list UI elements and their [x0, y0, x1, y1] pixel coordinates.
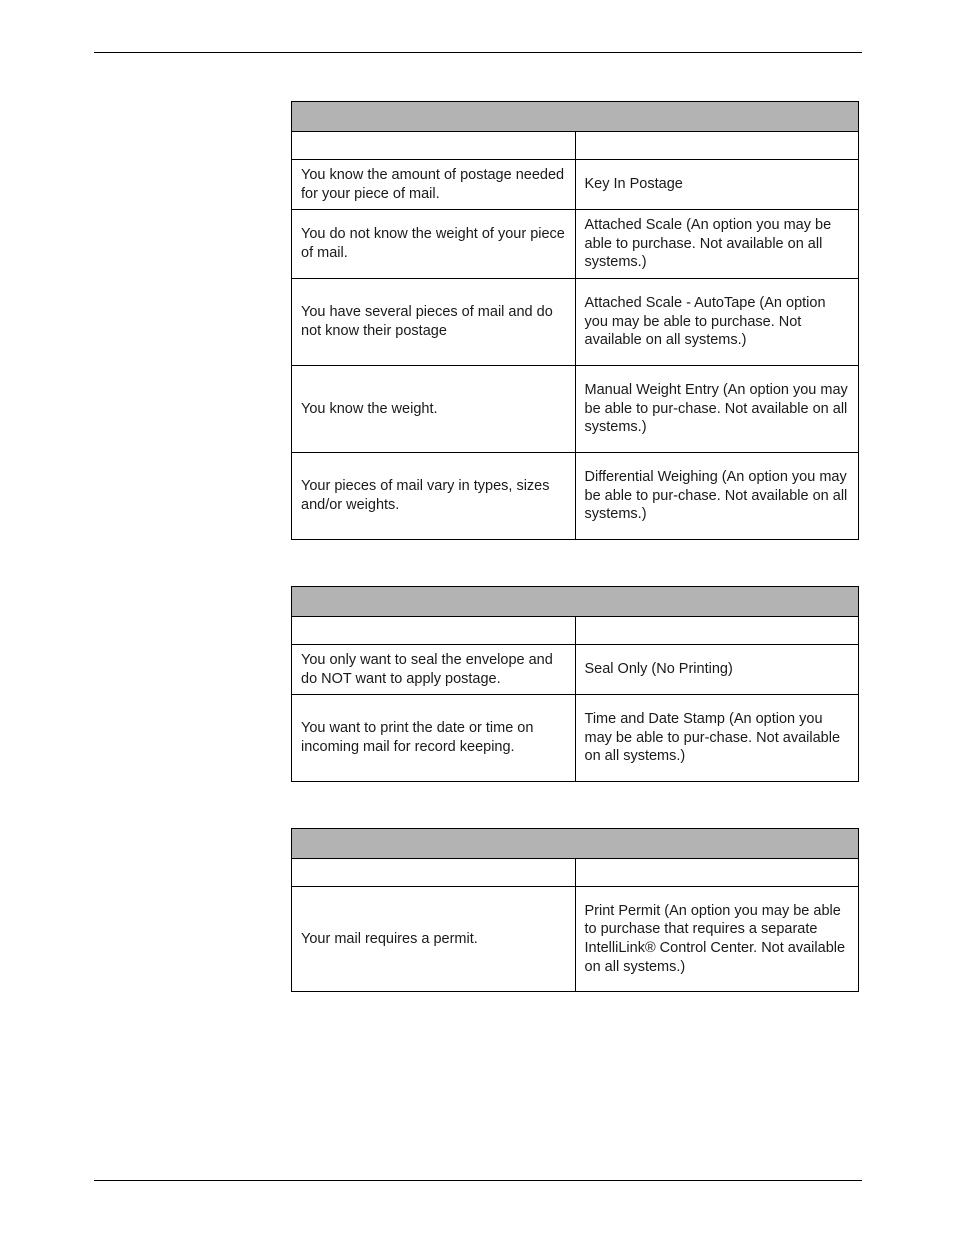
table-row [292, 453, 859, 540]
header-rule [94, 52, 862, 53]
permit-options-table [291, 828, 859, 992]
table-header-row [292, 587, 859, 617]
option-cell: Print Permit (An option you may be able to purchase that requires a separate IntelliLink® Control Center. Not available on all systems.) [575, 887, 859, 992]
column-header-row [292, 859, 859, 887]
condition-cell: Your mail requires a permit. [292, 887, 576, 992]
table-header-row [292, 829, 859, 859]
condition-cell: You have several pieces of mail and do not know their postage [292, 279, 576, 366]
option-cell: Time and Date Stamp (An option you may be able to pur-chase. Not available on all systems.) [575, 695, 859, 782]
option-cell: Manual Weight Entry (An option you may be able to pur-chase. Not available on all systems.) [575, 366, 859, 453]
table-row [292, 366, 859, 453]
sealing-options-table [291, 586, 859, 782]
condition-cell: You only want to seal the envelope and do NOT want to apply postage. [292, 645, 576, 695]
column-header-use [575, 132, 859, 160]
table-header [292, 102, 859, 132]
table-row [292, 279, 859, 366]
condition-cell: You do not know the weight of your piece of mail. [292, 210, 576, 279]
condition-cell: You want to print the date or time on incoming mail for record keeping. [292, 695, 576, 782]
column-header-if [292, 132, 576, 160]
column-header-row [292, 132, 859, 160]
column-header-row [292, 617, 859, 645]
condition-cell: You know the amount of postage needed for your piece of mail. [292, 160, 576, 210]
table-header [292, 829, 859, 859]
table-row [292, 645, 859, 695]
condition-cell: Your pieces of mail vary in types, sizes and/or weights. [292, 453, 576, 540]
column-header-use [575, 617, 859, 645]
table-header-row [292, 102, 859, 132]
postage-options-table [291, 101, 859, 540]
table-row [292, 210, 859, 279]
option-cell: Differential Weighing (An option you may be able to pur-chase. Not available on all systems.) [575, 453, 859, 540]
option-cell: Key In Postage [575, 160, 859, 210]
option-cell: Seal Only (No Printing) [575, 645, 859, 695]
condition-cell: You know the weight. [292, 366, 576, 453]
option-cell: Attached Scale - AutoTape (An option you may be able to purchase. Not available on all systems.) [575, 279, 859, 366]
table-row [292, 160, 859, 210]
footer-rule [94, 1180, 862, 1181]
table-header [292, 587, 859, 617]
table-row [292, 695, 859, 782]
column-header-use [575, 859, 859, 887]
table-row [292, 887, 859, 992]
column-header-if [292, 859, 576, 887]
column-header-if [292, 617, 576, 645]
option-cell: Attached Scale (An option you may be able to purchase. Not available on all systems.) [575, 210, 859, 279]
